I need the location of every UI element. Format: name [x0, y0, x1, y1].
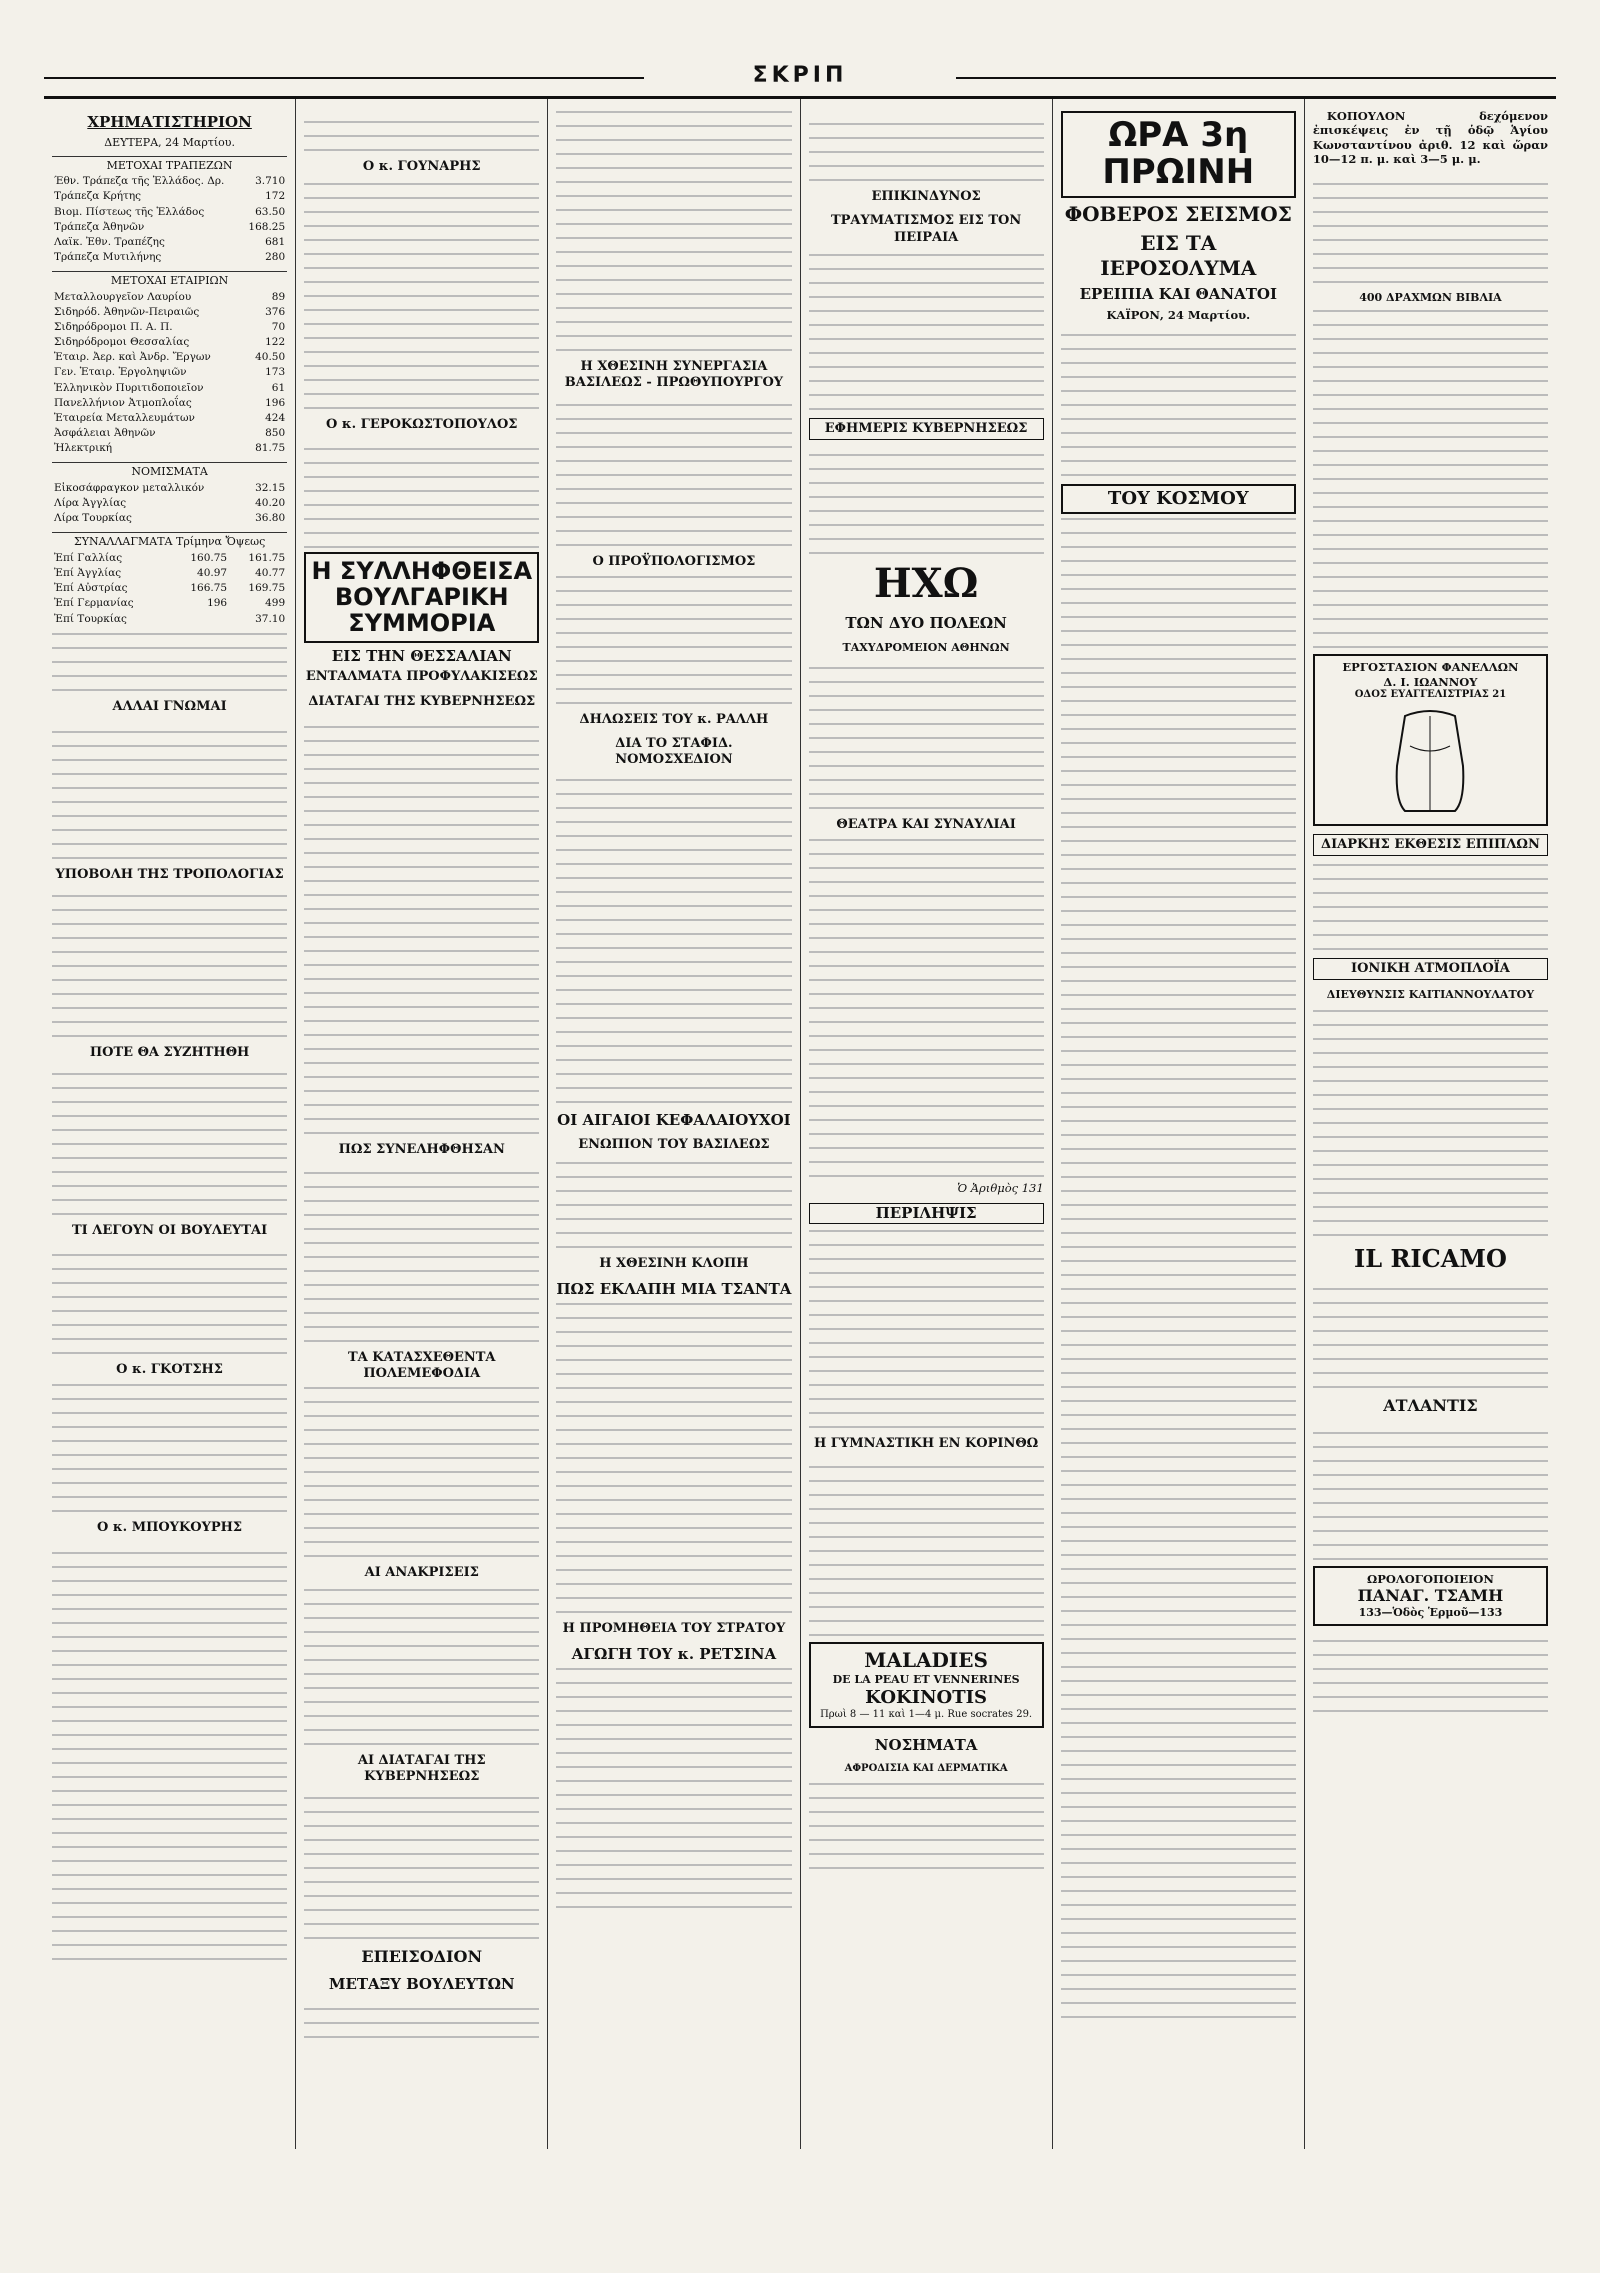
column-4	[801, 99, 1053, 2149]
table-value-cell: 32.15	[255, 481, 286, 494]
article-text	[304, 1789, 539, 1939]
table-value-cell: 850	[265, 426, 286, 439]
section-heading: ΤΡΑΥΜΑΤΙΣΜΟΣ ΕΙΣ ΤΟΝ ΠΕΙΡΑΙΑ	[830, 213, 1022, 245]
column-3	[548, 99, 800, 2149]
section-heading: ΔΙΑΡΚΗΣ ΕΚΘΕΣΙΣ ΕΠΙΠΛΩΝ	[1313, 834, 1548, 856]
section-heading: ΔΙΕΥΘΥΝΣΙΣ ΚΑΙΤΙΑΝΝΟΥΛΑΤΟΥ	[1326, 988, 1535, 1001]
table-row	[52, 581, 287, 596]
article-text	[809, 837, 1044, 1177]
table-value-cell: 196	[265, 396, 286, 409]
section-heading: ΔΙΑΤΑΓΑΙ ΤΗΣ ΚΥΒΕΡΝΗΣΕΩΣ	[308, 693, 536, 709]
article-text	[556, 1158, 791, 1248]
table-value-cell: 424	[265, 411, 286, 424]
section-heading: ΑΛΛΑΙ ΓΝΩΜΑΙ	[112, 698, 227, 714]
table-value-cell: 40.20	[255, 497, 286, 509]
section-heading: ΠΩΣ ΣΥΝΕΛΗΦΘΗΣΑΝ	[338, 1141, 505, 1157]
table-row	[52, 189, 287, 204]
section-heading: ΑΦΡΟΔΙΣΙΑ ΚΑΙ ΔΕΡΜΑΤΙΚΑ	[844, 1762, 1008, 1774]
company-shares-table	[52, 290, 287, 456]
stock-exchange-title: ΧΡΗΜΑΤΙΣΤΗΡΙΟΝ	[87, 113, 252, 131]
section-heading: ΝΟΣΗΜΑΤΑ	[874, 1735, 978, 1754]
article-text	[52, 719, 287, 859]
table-value-cell: 681	[265, 235, 286, 248]
intro-text: ΚΟΠΟΥΛΟΝ δεχόμενον ἐπισκέψεις ἐν τῇ ὁδῷ Ἁγίου Κωνσταντίνου ἀριθ. 12 καὶ ὥραν 10—12 π. μ. καὶ 3—5 μ. μ.	[1312, 109, 1549, 167]
article-text	[556, 1303, 791, 1613]
corset-icon	[1385, 706, 1475, 816]
section-heading: ΠΟΤΕ ΘΑ ΣΥΖΗΤΗΘΗ	[89, 1045, 250, 1061]
newspaper-page	[44, 63, 1556, 2149]
table-value-cell: 63.50	[255, 205, 286, 218]
table-label-cell: Τράπεζα Κρήτης	[54, 190, 142, 203]
ad-watchmaker	[1313, 1566, 1548, 1626]
section-heading: ΤΑΧΥΔΡΟΜΕΙΟΝ ΑΘΗΝΩΝ	[842, 640, 1010, 654]
table-row	[52, 220, 287, 235]
table-label-cell: Πανελλήνιον Ἀτμοπλοΐας	[54, 396, 192, 409]
section-heading: ΥΠΟΒΟΛΗ ΤΗΣ ΤΡΟΠΟΛΟΓΙΑΣ	[55, 866, 284, 882]
table-row	[52, 496, 287, 511]
earthquake-headline: ΩΡΑ 3η ΠΡΩΙΝΗ	[1061, 111, 1296, 198]
table-value-cell: 81.75	[255, 442, 286, 454]
echo-subtitle: ΤΩΝ ΔΥΟ ΠΟΛΕΩΝ	[845, 614, 1007, 632]
table-row	[52, 350, 287, 365]
subheadline: ΕΙΣ ΤΗΝ ΘΕΣΣΑΛΙΑΝ	[331, 646, 512, 665]
table-value-cell: 40.50	[255, 351, 286, 364]
table-row	[52, 566, 287, 581]
table-label-cell: Γεν. Ἑταιρ. Ἐργοληψιῶν	[54, 366, 187, 379]
table-value-cell	[171, 612, 229, 627]
article-text	[1061, 326, 1296, 476]
table-value-cell: 280	[265, 250, 286, 263]
table-value-cell: 36.80	[255, 512, 286, 525]
table-value-cell: 70	[271, 321, 286, 333]
ad-subtitle: DE LA PEAU ET VENNERINES	[832, 1673, 1020, 1687]
table-label-cell: Βιομ. Πίστεως τῆς Ἑλλάδος	[54, 205, 205, 218]
article-text	[304, 714, 539, 1134]
table-value-cell: 40.77	[255, 567, 286, 580]
section-heading: ΑΤΛΑΝΤΙΣ	[1383, 1395, 1478, 1415]
table-label-cell: Έθν. Τράπεζα τῆς Ἑλλάδος. Δρ.	[54, 175, 225, 188]
earthquake-subheadline: ΕΡΕΙΠΙΑ ΚΑΙ ΘΑΝΑΤΟΙ	[1079, 284, 1277, 303]
ad-title: ΩΡΟΛΟΓΟΠΟΙΕΙΟΝ	[1366, 1571, 1494, 1586]
table-label-cell: Ἠλεκτρική	[54, 442, 113, 454]
earthquake-subheadline: ΦΟΒΕΡΟΣ ΣΕΙΣΜΟΣ	[1064, 201, 1292, 226]
table-value-cell: 173	[265, 366, 286, 379]
section-heading: ΑΙ ΑΝΑΚΡΙΣΕΙΣ	[364, 1564, 479, 1580]
section-heading: Ο κ. ΓΚΟΤΣΗΣ	[116, 1361, 223, 1377]
article-text	[556, 574, 791, 704]
table-row	[52, 320, 287, 335]
column-5	[1053, 99, 1305, 2149]
table-row	[52, 551, 287, 566]
table-row	[52, 381, 287, 396]
table-label-cell: Ἑταιρ. Ἀερ. καὶ Ἀνδρ. Ἔργων	[54, 351, 211, 364]
table-label-cell: Ἐπί Αὐστρίας	[54, 582, 128, 595]
section-heading: ΔΙΑ ΤΟ ΣΤΑΦΙΔ. ΝΟΜΟΣΧΕΔΙΟΝ	[615, 736, 733, 768]
article-text	[556, 396, 791, 546]
article-text	[809, 1228, 1044, 1428]
section-heading: ΙΟΝΙΚΗ ΑΤΜΟΠΛΟΪΑ	[1313, 958, 1548, 980]
table-value-cell: 499	[265, 597, 286, 610]
article-text	[1061, 518, 1296, 2018]
section-heading: Η ΓΥΜΝΑΣΤΙΚΗ ΕΝ ΚΟΡΙΝΘΩ	[813, 1435, 1039, 1451]
table-row	[52, 396, 287, 411]
section-heading: ΘΕΑΤΡΑ ΚΑΙ ΣΥΝΑΥΛΙΑΙ	[836, 816, 1016, 832]
article-text	[52, 1065, 287, 1215]
article-text	[809, 1779, 1044, 1869]
section-heading: ΠΕΡΙΛΗΨΙΣ	[809, 1203, 1044, 1224]
table-row	[52, 441, 287, 456]
table-label-cell: Σιδηρόδρομοι Π. Α. Π.	[54, 321, 173, 333]
section-heading: ΟΙ ΑΙΓΑΙΟΙ ΚΕΦΑΛΑΙΟΥΧΟΙ	[557, 1110, 791, 1129]
table-label-cell: Ἐπί Τουρκίας	[54, 612, 127, 625]
echo-title: ΗΧΩ	[873, 560, 979, 607]
table-row	[52, 335, 287, 350]
exchange-heading: ΣΥΝΑΛΛΑΓΜΑΤΑ Τρίμηνα Ὄψεως	[52, 532, 287, 549]
table-row	[52, 481, 287, 496]
table-row	[52, 174, 287, 189]
table-row	[52, 596, 287, 611]
table-value-cell: 3.710	[255, 175, 286, 188]
table-label-cell: Μεταλλουργεῖον Λαυρίου	[54, 290, 192, 303]
article-text	[809, 111, 1044, 181]
article-text	[1313, 860, 1548, 950]
main-headline: Η ΣΥΛΛΗΦΘΕΙΣΑ ΒΟΥΛΓΑΡΙΚΗ ΣΥΜΜΟΡΙΑ	[304, 552, 539, 643]
table-label-cell: Λαϊκ. Ἐθν. Τραπέζης	[54, 235, 165, 248]
table-label-cell: Ἀσφάλειαι Ἀθηνῶν	[54, 426, 156, 439]
article-text	[52, 1382, 287, 1512]
section-heading: ΑΓΩΓΗ ΤΟΥ κ. ΡΕΤΣΙΝΑ	[571, 1644, 777, 1663]
ad-address: 133—Ὁδὸς Ἑρμοῦ—133	[1358, 1606, 1503, 1620]
table-value-cell: 172	[265, 190, 286, 203]
article-text	[556, 773, 791, 1103]
table-label-cell: Τράπεζα Μυτιλήνης	[54, 250, 162, 263]
table-row	[52, 365, 287, 380]
company-shares-heading: ΜΕΤΟΧΑΙ ΕΤΑΙΡΙΩΝ	[52, 271, 287, 288]
table-row	[52, 235, 287, 250]
section-heading: Η ΠΡΟΜΗΘΕΙΑ ΤΟΥ ΣΤΡΑΤΟΥ	[562, 1620, 786, 1636]
section-heading: ΠΩΣ ΕΚΛΑΠΗ ΜΙΑ ΤΣΑΝΤΑ	[556, 1279, 792, 1298]
table-value-cell: 169.75	[248, 582, 286, 595]
section-heading: Η ΧΘΕΣΙΝΗ ΣΥΝΕΡΓΑΣΙΑ ΒΑΣΙΛΕΩΣ - ΠΡΩΘΥΠΟΥΡΓΟΥ	[564, 359, 784, 391]
currency-heading: ΝΟΜΙΣΜΑΤΑ	[52, 462, 287, 479]
table-label-cell: Τράπεζα Ἀθηνῶν	[54, 220, 145, 233]
ad-doctor: KOKINOTIS	[865, 1686, 988, 1708]
article-text	[809, 444, 1044, 554]
article-text	[304, 179, 539, 409]
article-text	[1313, 173, 1548, 283]
table-value-cell: 37.10	[255, 612, 286, 625]
table-row	[52, 205, 287, 220]
section-heading: Ο ΠΡΟΫΠΟΛΟΓΙΣΜΟΣ	[592, 553, 756, 569]
ad-hours: Πρωὶ 8 — 11 καὶ 1—4 μ. Rue socrates 29.	[820, 1709, 1033, 1721]
subheadline: ΕΝΤΑΛΜΑΤΑ ΠΡΟΦΥΛΑΚΙΣΕΩΣ	[305, 669, 538, 685]
ad-maladies	[809, 1642, 1044, 1728]
signature: Ὁ Ἀριθμὸς 131	[957, 1180, 1044, 1195]
table-label-cell: Λίρα Τουρκίας	[54, 512, 132, 525]
section-heading: ΜΕΤΑΞΥ ΒΟΥΛΕΥΤΩΝ	[328, 1975, 515, 1994]
table-value-cell: 89	[271, 290, 286, 303]
bank-shares-heading: ΜΕΤΟΧΑΙ ΤΡΑΠΕΖΩΝ	[52, 156, 287, 173]
ad-name: ΠΑΝΑΓ. ΤΣΑΜΗ	[1357, 1586, 1504, 1606]
article-text	[304, 1998, 539, 2038]
table-row	[52, 511, 287, 526]
table-label-cell: Σιδηρόδρομοι Θεσσαλίας	[54, 336, 190, 349]
column-1	[44, 99, 296, 2149]
article-text	[809, 1456, 1044, 1636]
article-text	[556, 1668, 791, 1908]
section-heading: Η ΧΘΕΣΙΝΗ ΚΛΟΠΗ	[599, 1255, 749, 1271]
table-value-cell: 166.75	[190, 582, 228, 595]
section-heading: Ο κ. ΓΕΡΟΚΩΣΤΟΠΟΥΛΟΣ	[326, 417, 518, 433]
table-value-cell: 168.25	[248, 220, 286, 233]
table-label-cell: Ἐπί Γερμανίας	[54, 597, 134, 610]
article-text	[1313, 1278, 1548, 1388]
section-heading: ΕΠΕΙΣΟΔΙΟΝ	[361, 1947, 483, 1967]
section-heading: ΤΑ ΚΑΤΑΣΧΕΘΕΝΤΑ ΠΟΛΕΜΕΦΟΔΙΑ	[348, 1350, 496, 1382]
section-heading: ΑΙ ΔΙΑΤΑΓΑΙ ΤΗΣ ΚΥΒΕΡΝΗΣΕΩΣ	[357, 1752, 486, 1785]
currency-table	[52, 481, 287, 526]
article-text	[1313, 1632, 1548, 1712]
column-2	[296, 99, 548, 2149]
section-heading: Ο κ. ΜΠΟΥΚΟΥΡΗΣ	[97, 1519, 243, 1535]
article-text	[52, 1540, 287, 1960]
table-value-cell: 122	[265, 336, 286, 349]
article-text	[1313, 1006, 1548, 1236]
article-text	[52, 631, 287, 691]
table-label-cell: Ἑλληνικὸν Πυριτιδοποιεῖον	[54, 381, 204, 394]
section-heading: ΕΠΙΚΙΝΔΥΝΟΣ	[871, 189, 981, 204]
dateline: ΚΑΪΡΟΝ, 24 Μαρτίου.	[1106, 307, 1251, 322]
section-heading: ΕΝΩΠΙΟΝ ΤΟΥ ΒΑΣΙΛΕΩΣ	[578, 1137, 770, 1153]
ad-flannel-factory	[1313, 654, 1548, 825]
section-heading: IL RICAMO	[1354, 1243, 1507, 1273]
section-heading: ΤΙ ΛΕΓΟΥΝ ΟΙ ΒΟΥΛΕΥΤΑΙ	[72, 1223, 268, 1239]
article-text	[556, 111, 791, 351]
exchange-table	[52, 551, 287, 627]
table-row	[52, 305, 287, 320]
table-row	[52, 426, 287, 441]
table-value-cell: 160.75	[190, 552, 228, 564]
article-text	[809, 659, 1044, 809]
section-heading: ΔΗΛΩΣΕΙΣ ΤΟΥ κ. ΡΑΛΛΗ	[579, 711, 769, 727]
section-heading: ΕΦΗΜΕΡΙΣ ΚΥΒΕΡΝΗΣΕΩΣ	[809, 418, 1044, 440]
table-label-cell: Ἐπί Γαλλίας	[54, 552, 123, 564]
article-text	[304, 438, 539, 548]
article-text	[1313, 1420, 1548, 1560]
exchange-date: ΔΕΥΤΕΡΑ, 24 Μαρτίου.	[104, 135, 235, 149]
table-row	[52, 612, 287, 627]
table-row	[52, 411, 287, 426]
section-heading: ΤΟΥ ΚΟΣΜΟΥ	[1061, 484, 1296, 515]
table-value-cell: 161.75	[248, 552, 286, 564]
article-text	[52, 887, 287, 1037]
masthead: ΣΚΡΙΠ	[44, 63, 1556, 88]
table-row	[52, 290, 287, 305]
article-text	[304, 1162, 539, 1342]
ad-address: ΟΔΟΣ ΕΥΑΓΓΕΛΙΣΤΡΙΑΣ 21	[1354, 689, 1507, 700]
article-text	[1313, 308, 1548, 648]
table-label-cell: Λίρα Ἀγγλίας	[54, 497, 127, 509]
table-value-cell: 40.97	[197, 567, 228, 580]
article-text	[304, 111, 539, 151]
article-text	[52, 1244, 287, 1354]
ad-title: MALADIES	[864, 1648, 988, 1673]
ad-title: ΕΡΓΟΣΤΑΣΙΟΝ ΦΑΝΕΛΛΩΝ	[1342, 660, 1519, 675]
table-value-cell: 61	[271, 381, 286, 394]
earthquake-subheadline: ΕΙΣ ΤΑ ΙΕΡΟΣΟΛΥΜΑ	[1100, 230, 1257, 280]
table-row	[52, 250, 287, 265]
column-6	[1305, 99, 1556, 2149]
table-value-cell: 196	[207, 597, 228, 610]
section-heading: Ο κ. ΓΟΥΝΑΡΗΣ	[362, 159, 481, 174]
article-text	[304, 1585, 539, 1745]
article-text	[304, 1387, 539, 1557]
table-label-cell: Ἑταιρεία Μεταλλευμάτων	[54, 411, 195, 424]
section-heading: 400 ΔΡΑΧΜΩΝ ΒΙΒΛΙΑ	[1359, 290, 1502, 304]
table-label-cell: Σιδηρόδ. Ἀθηνῶν-Πειραιῶς	[54, 305, 200, 318]
table-value-cell: 376	[265, 305, 286, 318]
table-label-cell: Ἐπί Ἀγγλίας	[54, 567, 122, 580]
article-text	[809, 250, 1044, 410]
ad-name: Δ. Ι. ΙΩΑΝΝΟΥ	[1383, 674, 1478, 689]
table-label-cell: Εἰκοσάφραγκον μεταλλικόν	[54, 481, 205, 494]
bank-shares-table	[52, 174, 287, 265]
